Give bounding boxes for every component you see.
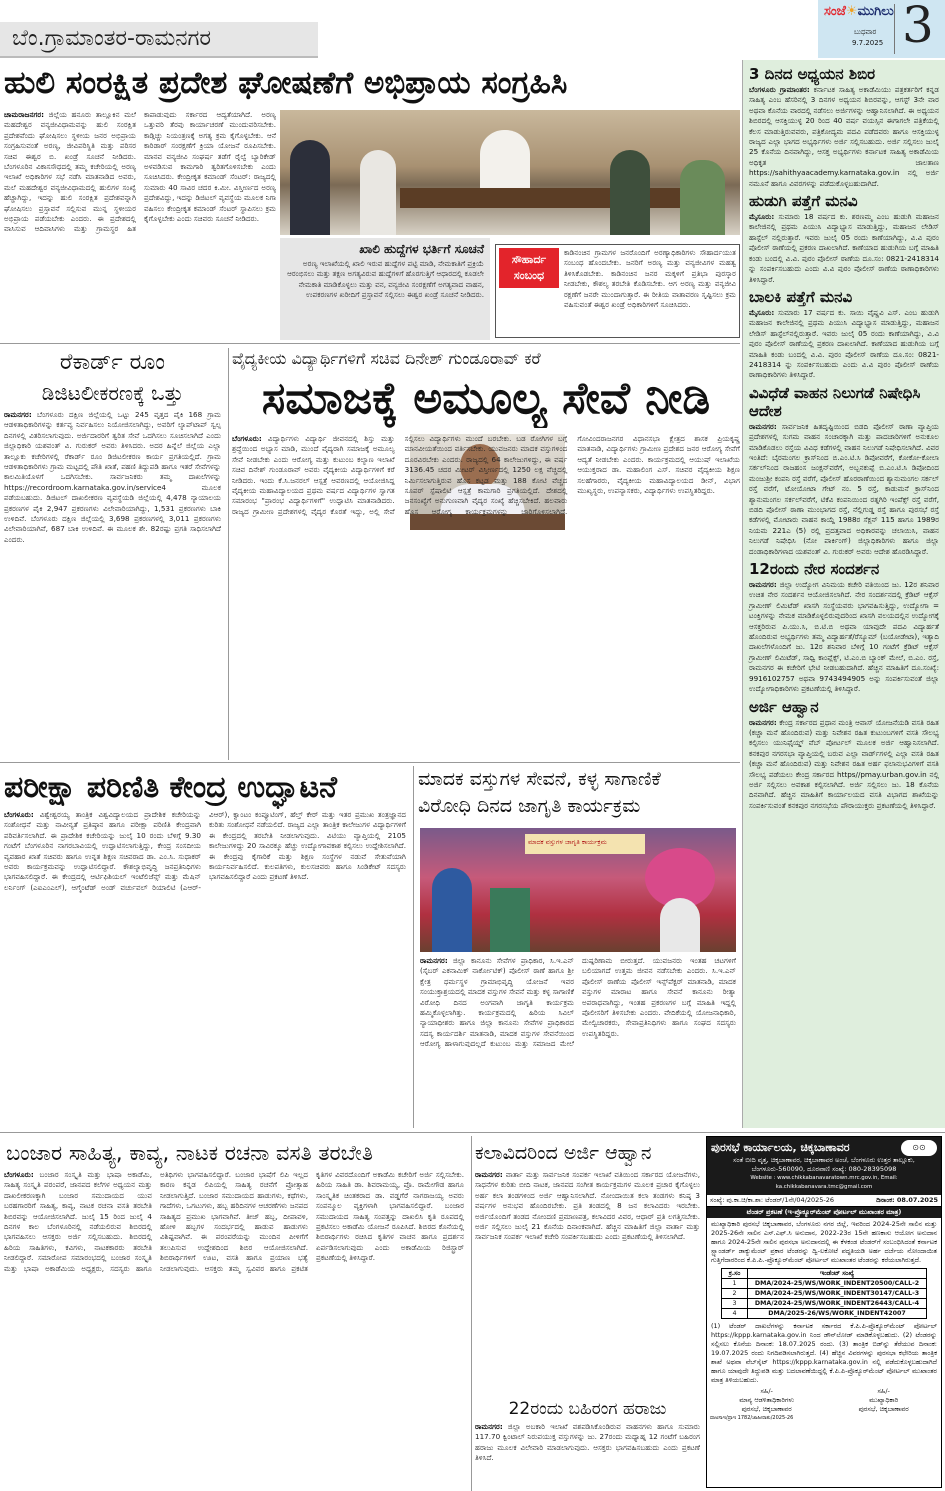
dateline: ಬೆಂಗಳೂರು: [4,1170,34,1179]
dateline: ರಾಮನಗರ: [749,421,777,431]
lead-body [4,110,276,340]
section-tag [0,22,318,58]
record-body [0,408,225,756]
article-text: ವಾರ್ತಾ ಮತ್ತು ಸಾರ್ವಜನಿಕ ಸಂಪರ್ಕ ಇಲಾಖೆ ವತಿಯಿಂದ ಸರ್ಕಾರದ ಯೋಜನೆಗಳು, ಸಾಧನೆಗಳ ಕುರಿತು ಬೀದಿ ನಾಟಕ, ಜಾನಪದ ಸಂಗೀತ ಕಾರ್ಯಕ್ರಮಗಳ ಮೂಲಕ ಪ್ರಚಾರ ಕೈಗೊಳ್ಳಲು ಅರ್ಹ ಕಲಾ ತಂಡಗಳಿಂದ ಅರ್ಜಿ ಆಹ್ವಾನಿಸಲಾಗಿದೆ. ನೋಂದಾಯಿತ ಕಲಾ ತಂಡಗಳು ಕನಿಷ್ಠ 3 ವರ್ಷಗಳ ಅನುಭವ ಹೊಂದಿರಬೇಕು. ಪ್ರತಿ ತಂಡದಲ್ಲಿ 8 ಜನ ಕಲಾವಿದರು ಇರಬೇಕು. ಅರ್ಜಿಯೊಂದಿಗೆ ತಂಡದ ನೋಂದಣಿ ಪ್ರಮಾಣಪತ್ರ, ಕಲಾವಿದರ ವಿವರ, ಆಧಾರ್ ಪ್ರತಿ ಲಗತ್ತಿಸಬೇಕು. ಅರ್ಜಿ ಸಲ್ಲಿಸಲು ಜುಲೈ 21 ಕೊನೆಯ ದಿನಾಂಕವಾಗಿದೆ. ಹೆಚ್ಚಿನ ಮಾಹಿತಿಗೆ ಜಿಲ್ಲಾ ವಾರ್ತಾ ಮತ್ತು ಸಾರ್ವಜನಿಕ ಸಂಪರ್ಕ ಇಲಾಖೆ ಕಚೇರಿ ಸಂಪರ್ಕಿಸಬಹುದು ಎಂದು ಪ್ರಕಟಣೆಯಲ್ಲಿ ತಿಳಿಸಲಾಗಿದೆ. [475,1170,700,1242]
dateline: ಮೈಸೂರು: [749,307,775,317]
dateline: ಚಾಮರಾಜನಗರ: [4,110,45,119]
logo-mugilu: ಮುಗಿಲು [857,4,894,19]
issue-date: 9.7.2025 [852,39,884,47]
brief-item [749,288,939,381]
brief-text: ಸಾರ್ವಜನಿಕ ಹಿತದೃಷ್ಟಿಯಿಂದ ಬಿಡದಿ ಪೊಲೀಸ್ ಠಾಣಾ ವ್ಯಾಪ್ತಿಯ ಪ್ರದೇಶಗಳಲ್ಲಿ ಸುಗಮ ವಾಹನ ಸಂಚಾರಕ್ಕಾಗಿ ಮತ್ತು ಪಾದಚಾರಿಗಳಿಗೆ ಅನುಕೂಲ ಮಾಡಿಕೊಡಲು ರಸ್ತೆಯ ವಿವಿಧ ಕಡೆಗಳಲ್ಲಿ ವಾಹನ ನಿಲುಗಡೆ ನಿಷೇಧಿಸಲಾಗಿದೆ. ವಿವರ ಇಂತಿದೆ: ಬೈರಮಂಗಲ ಕ್ರಾಸ್‌ನಿಂದ ಬಿ.ಎಂ.ಟಿ.ಸಿ ಡಿಪೋವರೆಗೆ, ಕೋಕೋ-ಕೋಲಾ ಸರ್ಕಲ್‌ನಿಂದ ರಾಜಹಂಸ ಜಂಕ್ಷನ್‌ವರೆಗೆ, ಅಬ್ಬನಕುಪ್ಪೆ ಬಿ.ಎಂ.ಟಿ.ಸಿ ಡಿಪೋದಿಂದ ಮಂಜುಶ್ರೀ ಕಂಪನಿ ರಸ್ತೆ ವರೆಗೆ, ಪೊಲೀಸ್ ಹೊರಠಾಣೆಯಿಂದ ಶ್ಯಾನುಮಂಗಲ ಸರ್ಕಲ್ ರಸ್ತೆ ವರೆಗೆ, ಟೋಯೋಟಾ ಗೇಟ್ ನಂ. 5 ರಸ್ತೆ, ಕಾಡುಮನೆ ಕ್ರಾಸ್‌ನಿಂದ ಶ್ಯಾನುಮಂಗಲ ಸರ್ಕಲ್‌ವರೆಗೆ, ಟಿಕೆವಿ ಕಂಪನಿಯಿಂದ ರತ್ನಗಿರಿ ಇಂಪೆಕ್ಸ್ ರಸ್ತೆ ವರೆಗೆ, ಬಿಡದಿ ಪೊಲೀಸ್ ಠಾಣಾ ಮುಂಭಾಗದ ರಸ್ತೆ, ನೆಲ್ಲಿಗುಡ್ಡ ರಸ್ತೆ ಹಾಗೂ ಪುರಸಭೆ ರಸ್ತೆ ಕಡೆಗಳಲ್ಲಿ ಮೋಟಾರು ವಾಹನ ಕಾಯ್ದೆ 1988ರ ಸೆಕ್ಷನ್ 115 ಹಾಗೂ 1989ರ ನಿಯಮ 221ಎ (5) ರಲ್ಲಿ ಪ್ರದತ್ತವಾದ ಅಧಿಕಾರವನ್ನು ಚಲಾಯಿಸಿ, ವಾಹನ ನಿಲುಗಡೆ ನಿಷೇಧಿಸಿ (ನೋ ಪಾರ್ಕಿಂಗ್) ಜಿಲ್ಲಾಧಿಕಾರಿಗಳು ಹಾಗೂ ಜಿಲ್ಲಾ ದಂಡಾಧಿಕಾರಿಗಳಾದ ಯಶವಂತ್ ವಿ. ಗುರುಕರ್ ಅವರು ಆದೇಶ ಹೊರಡಿಸಿದ್ದಾರೆ. [749,421,939,556]
dateline: ಮೈಸೂರು: [749,212,775,222]
event-photo [420,828,736,952]
medical-kicker: ವೈದ್ಯಕೀಯ ವಿದ್ಯಾರ್ಥಿಗಳಿಗೆ ಸಚಿವ ದಿನೇಶ್ ಗುಂಡೂರಾವ್ ಕರೆ [232,349,541,368]
harmony-label: ಸೌಹಾರ್ದ ಸಂಬಂಧ [499,248,559,288]
banjara-body [0,1170,468,1488]
page-number: 3 [902,0,934,54]
exam-article [0,766,410,1128]
issue-day: ಬುಧವಾರ [854,28,877,36]
ad-date: ದಿನಾಂಕ: 08.07.2025 [876,1196,938,1204]
table-header: ಕ್ರ.ಸಂ [722,1269,748,1279]
dateline: ರಾಮನಗರ: [4,410,32,419]
indent-table [721,1268,927,1319]
table-row: 4 DMA/2025-26/WS/WORK_INDENT42007 [722,1309,927,1319]
brief-title: ಅರ್ಜಿ ಆಹ್ವಾನ [749,697,819,716]
record-headline-1: ರೆಕಾರ್ಡ್ ರೂಂ [59,350,166,375]
auction-headline: 22ರಂದು ಬಹಿರಂಗ ಹರಾಜು [508,1399,667,1419]
event-banner: ಮಾದಕ ವಸ್ತುಗಳ ಜಾಗೃತಿ ಕಾರ್ಯಕ್ರಮ [525,834,645,854]
artists-headline: ಕಲಾವಿದರಿಂದ ಅರ್ಜಿ ಆಹ್ವಾನ [475,1142,652,1164]
medical-headline: ಸಮಾಜಕ್ಕೆ ಅಮೂಲ್ಯ ಸೇವೆ ನೀಡಿ [261,373,711,424]
municipal-emblem-icon: ⊙⊙ [901,1140,937,1156]
medical-article [232,348,740,760]
brief-title: 3 ದಿನದ ಅಧ್ಯಯನ ಶಿಬಿರ [749,65,876,83]
drugs-headline-2: ವಿರೋಧಿ ದಿನದ ಜಾಗೃತಿ ಕಾರ್ಯಕ್ರಮ [418,795,641,817]
news-brief-sidebar [742,60,945,1128]
artists-article [475,1136,700,1396]
auction-article [475,1396,700,1491]
auction-body [475,1422,700,1488]
record-room-article [0,348,225,760]
brief-title: ವಿವಿಧೆಡೆ ವಾಹನ ನಿಲುಗಡೆ ನಿಷೇಧಿಸಿ ಆದೇಶ [749,383,921,420]
section-title: ಬೆಂ.ಗ್ರಾಮಾಂತರ-ರಾಮನಗರ [12,26,212,51]
article-text: ಬಂಜಾರ ಸಂಸ್ಕೃತಿ ಮತ್ತು ಭಾಷಾ ಅಕಾಡೆಮಿ, ಸಾಹಿತ್ಯ ಸಂಸ್ಕೃತಿ ಪರಂಪರೆ, ಜಾನಪದ ಕಲೆಗಳ ಅಧ್ಯಯನ ಮತ್ತು ದಾಖಲೀಕರಣಕ್ಕಾಗಿ ಬಂಜಾರ ಸಮುದಾಯದ ಯುವ ಬರಹಗಾರರಿಗೆ ಸಾಹಿತ್ಯ, ಕಾವ್ಯ, ನಾಟಕ ರಚನಾ ವಸತಿ ತರಬೇತಿ ಶಿಬಿರವನ್ನು ಆಯೋಜಿಸಲಾಗಿದೆ. ಜುಲೈ 15 ರಿಂದ ಜುಲೈ 4 ದಿನಗಳ ಕಾಲ ಬೆಂಗಳೂರಿನಲ್ಲಿ ನಡೆಯಲಿರುವ ಶಿಬಿರದಲ್ಲಿ ಭಾಗವಹಿಸಲು ಆಸಕ್ತರು ಅರ್ಜಿ ಸಲ್ಲಿಸಬಹುದು. ಶಿಬಿರದಲ್ಲಿ ಹಿರಿಯ ಸಾಹಿತಿಗಳು, ಕವಿಗಳು, ನಾಟಕಕಾರರು ತರಬೇತಿ ನೀಡಲಿದ್ದಾರೆ. ಸಮಾರೋಪ ಸಮಾರಂಭದಲ್ಲಿ ಬಂಜಾರ ಸಂಸ್ಕೃತಿ ಮತ್ತು ಭಾಷಾ ಅಕಾಡೆಮಿಯ ಅಧ್ಯಕ್ಷರು, ಸದಸ್ಯರು ಹಾಗೂ ಅತಿಥಿಗಳು ಭಾಗವಹಿಸಲಿದ್ದಾರೆ. ಬಂಜಾರ ಭಾಷೆಗೆ ಲಿಪಿ ಇಲ್ಲದ ಕಾರಣ ಕನ್ನಡ ಲಿಪಿಯಲ್ಲಿ ಸಾಹಿತ್ಯ ರಚನೆಗೆ ಪ್ರೋತ್ಸಾಹ ನೀಡಲಾಗುತ್ತಿದೆ. ಬಂಜಾರ ಸಮುದಾಯದ ಹಾಡುಗಳು, ಕಥೆಗಳು, ಗಾದೆಗಳು, ಒಗಟುಗಳು, ಹಬ್ಬ ಹರಿದಿನಗಳ ಆಚರಣೆಗಳು ಜನಪದ ಸಾಹಿತ್ಯದ ಪ್ರಮುಖ ಭಾಗವಾಗಿವೆ. ತೀಜ್ ಹಬ್ಬ, ದೀಪಾವಳಿ, ಹೋಳಿ ಹಬ್ಬಗಳ ಸಂದರ್ಭದಲ್ಲಿ ಹಾಡುವ ಹಾಡುಗಳು ವಿಶಿಷ್ಟವಾಗಿವೆ. ಈ ಪರಂಪರೆಯನ್ನು ಮುಂದಿನ ಪೀಳಿಗೆಗೆ ತಲುಪಿಸುವ ಉದ್ದೇಶದಿಂದ ಶಿಬಿರ ಆಯೋಜಿಸಲಾಗಿದೆ. ಶಿಬಿರಾರ್ಥಿಗಳಿಗೆ ಊಟ, ವಸತಿ ಹಾಗೂ ಪ್ರಯಾಣ ಭತ್ಯೆ ನೀಡಲಾಗುವುದು. ಆಸಕ್ತರು ತಮ್ಮ ಸ್ವವಿವರ ಹಾಗೂ ಪ್ರಕಟಿತ ಕೃತಿಗಳ ವಿವರದೊಂದಿಗೆ ಅಕಾಡೆಮಿ ಕಚೇರಿಗೆ ಅರ್ಜಿ ಸಲ್ಲಿಸಬೇಕು. ಹಿರಿಯ ಸಾಹಿತಿ ಡಾ. ಶಿವರಾಮಯ್ಯ, ಪ್ರೊ. ರಾಮೇಗೌಡ ಹಾಗೂ ಸಾಂಸ್ಕೃತಿಕ ಚಿಂತಕರಾದ ಡಾ. ವಡ್ಡಗೆರೆ ನಾಗರಾಜಯ್ಯ ಅವರು ಸಂಪನ್ಮೂಲ ವ್ಯಕ್ತಿಗಳಾಗಿ ಭಾಗವಹಿಸಲಿದ್ದಾರೆ. ಬಂಜಾರ ಸಮುದಾಯದ ಸಾಹಿತ್ಯ ಸಂಪತ್ತನ್ನು ದಾಖಲಿಸಿ ಕೃತಿ ರೂಪದಲ್ಲಿ ಪ್ರಕಟಿಸಲು ಅಕಾಡೆಮಿ ಯೋಜನೆ ರೂಪಿಸಿದೆ. ಶಿಬಿರದ ಕೊನೆಯಲ್ಲಿ ಶಿಬಿರಾರ್ಥಿಗಳು ರಚಿಸಿದ ಕೃತಿಗಳ ವಾಚನ ಹಾಗೂ ಪ್ರದರ್ಶನ ಏರ್ಪಡಿಸಲಾಗುವುದು ಎಂದು ಅಕಾಡೆಮಿಯ ರಿಜಿಸ್ಟ್ರಾರ್ ಪ್ರಕಟಣೆಯಲ್ಲಿ ತಿಳಿಸಿದ್ದಾರೆ. [4,1170,464,1273]
drugs-headline-1: ಮಾದಕ ವಸ್ತುಗಳ ಸೇವನೆ, ಕಳ್ಳ ಸಾಗಾಣಿಕೆ [418,768,661,790]
banjara-article [0,1136,468,1491]
ad-ref: ಸಂಖ್ಯೆ: ಪು.ಕಾ.ಚಿ/ಕಾ.ಶಾ: ಟೆಂಡರ್/1ನೇ/04/2025-26 [710,1196,835,1204]
article-text: ವಿಶ್ವೇಶ್ವರಯ್ಯ ತಾಂತ್ರಿಕ ವಿಶ್ವವಿದ್ಯಾಲಯದ ಪ್ರಾದೇಶಿಕ ಕಚೇರಿಯನ್ನು ಸಂಶೋಧನೆ ಮತ್ತು ನಾವೀನ್ಯತೆ ಪ್ರತಿಷ್ಠಾನ ಹಾಗೂ ಪರೀಕ್ಷಾ ಪರಿಣಿತಿ ಕೇಂದ್ರವಾಗಿ ಪರಿವರ್ತಿಸಲಾಗಿದೆ. ಈ ಪ್ರಾದೇಶಿಕ ಕಚೇರಿಯನ್ನು ಜುಲೈ 10 ರಂದು ಬೆಳಿಗ್ಗೆ 9.30 ಗಂಟೆಗೆ ಬೆಂಗಳೂರಿನ ನಾಗರಬಾವಿಯಲ್ಲಿ ಉದ್ಘಾಟಿಸಲಾಗುತ್ತಿದ್ದು, ಕೇಂದ್ರ ಸಂಸದೀಯ ವ್ಯವಹಾರ ಖಾತೆ ಸಚಿವರು ಹಾಗೂ ಉನ್ನತ ಶಿಕ್ಷಣ ಸಚಿವರಾದ ಡಾ. ಎಂ.ಸಿ. ಸುಧಾಕರ್ ಅವರು ಕಾರ್ಯಕ್ರಮವನ್ನು ಉದ್ಘಾಟಿಸಲಿದ್ದಾರೆ. ಕೌಶಲ್ಯಾಭಿವೃದ್ಧಿ ಜನಪ್ರತಿನಿಧಿಗಳು ಭಾಗವಹಿಸಲಿದ್ದಾರೆ. ಈ ಕೇಂದ್ರದಲ್ಲಿ ಆರ್ಟಿಫಿಶಿಯಲ್ ಇಂಟೆಲಿಜೆನ್ಸ್ ಮತ್ತು ಮೆಷಿನ್ ಲರ್ನಿಂಗ್ (ಎಐಎಂಎಲ್), ಆಗ್ಮೆಂಟೆಡ್ ಅಂಡ್ ವರ್ಚುವಲ್ ರಿಯಾಲಿಟಿ (ಎಆರ್-ವಿಆರ್), ಕ್ವಾಂಟಂ ಕಂಪ್ಯೂಟಿಂಗ್, ಹೆಲ್ತ್ ಕೇರ್ ಮತ್ತು ಇತರ ಪ್ರಮುಖ ತಂತ್ರಜ್ಞಾನದ ಕುರಿತು ಸಂಶೋಧನೆ ನಡೆಯಲಿದೆ. ರಾಜ್ಯದ ಎಲ್ಲಾ ತಾಂತ್ರಿಕ ಕಾಲೇಜುಗಳ ವಿದ್ಯಾರ್ಥಿಗಳಿಗೆ ಈ ಕೇಂದ್ರದಲ್ಲಿ ತರಬೇತಿ ನೀಡಲಾಗುವುದು. ವಿಟಿಯು ವ್ಯಾಪ್ತಿಯಲ್ಲಿ 2105 ಕಾಲೇಜುಗಳಿದ್ದು 20 ಸಾವಿರಕ್ಕೂ ಹೆಚ್ಚು ಉದ್ಯೋಗಾವಕಾಶ ಕಲ್ಪಿಸಲು ಉದ್ದೇಶಿಸಲಾಗಿದೆ. ಈ ಕೇಂದ್ರವು ಕೈಗಾರಿಕೆ ಮತ್ತು ಶಿಕ್ಷಣ ಸಂಸ್ಥೆಗಳ ನಡುವೆ ಸೇತುವೆಯಾಗಿ ಕಾರ್ಯನಿರ್ವಹಿಸಲಿದೆ. ಕುಲಪತಿಗಳು, ಕುಲಸಚಿವರು ಹಾಗೂ ಸಿಂಡಿಕೇಟ್ ಸದಸ್ಯರು ಭಾಗವಹಿಸಲಿದ್ದಾರೆ ಎಂದು ಪ್ರಕಟಣೆ ತಿಳಿಸಿದೆ. [4,810,406,892]
dateline: ಬೆಂಗಳೂರು ಗ್ರಾಮಾಂತರ: [749,85,810,94]
record-headline-2: ಡಿಜಿಟಲೀಕರಣಕ್ಕೆ ಒತ್ತು [41,381,184,405]
table-row: 1 DMA/2024-25/WS/WORK_INDENT20500/CALL-2 [722,1279,927,1289]
dateline: ರಾಮನಗರ: [475,1170,503,1179]
ad-terms: (1) ಟೆಂಡರ್ ದಾಖಲೆಗಳನ್ನು ಕರ್ನಾಟಕ ಸರ್ಕಾರದ ಕೆ.ಪಿ.ಪಿ-ಪ್ರೊಕ್ಯೂರ್‌ಮೆಂಟ್ ಪೋರ್ಟಲ್ https://kppp.karnataka.gov.in ನಿಂದ ಡೌನ್‌ಲೋಡ್ ಮಾಡಿಕೊಳ್ಳಬಹುದು. (2) ಟೆಂಡರನ್ನು ಸಲ್ಲಿಸಲು ಕೊನೆಯ ದಿನಾಂಕ: 18.07.2025 ರಂದು. (3) ತಾಂತ್ರಿಕ ಬಿಡ್‌ನ್ನು ತೆರೆಯುವ ದಿನಾಂಕ: 19.07.2025 ರಂದು ನಿಗದಿಪಡಿಸಲಾಗಿರುತ್ತದೆ. (4) ಹೆಚ್ಚಿನ ವಿವರಗಳನ್ನು ಪುರಸಭಾ ಕಛೇರಿಯ ತಾಂತ್ರಿಕ ಶಾಖೆ ಅಥವಾ ವೆಬ್‌ಸೈಟ್ https://kppp.karnataka.gov.in ನಲ್ಲಿ ಪಡೆದುಕೊಳ್ಳಬಹುದಾಗಿದೆ ಹಾಗೂ ಯಾವುದೇ ತಿದ್ದುಪಡಿ ಮತ್ತು ಬದಲಾವಣೆಯಿದ್ದಲ್ಲಿ ಕೆ.ಪಿ.ಪಿ-ಪ್ರೊಕ್ಯೂರ್‌ಮೆಂಟ್ ಪೋರ್ಟಲ್ ಮುಖಾಂತರ ಮಾತ್ರ ತಿಳಿಯಬಹುದು. [711,1322,937,1384]
artists-body [475,1170,700,1394]
brief-text: ಜಿಲ್ಲಾ ಉದ್ಯೋಗ ವಿನಿಮಯ ಕಚೇರಿ ವತಿಯಿಂದ ಜು. 12ರ ಶನಿವಾರ ಉಚಿತ ನೇರ ಸಂದರ್ಶನ ಆಯೋಜಿಸಲಾಗಿದೆ. ನೇರ ಸಂದರ್ಶನದಲ್ಲಿ ಕ್ರೆಡಿಟ್ ಆಕ್ಸೆಸ್ ಗ್ರಾಮೀಣ್ ಲಿಮಿಟೆಡ್ ಖಾಸಗಿ ಸಂಸ್ಥೆಯವರು ಭಾಗವಹಿಸುತ್ತಿದ್ದು, ಉದ್ಯೋಗಾ = ಟಂಕ್ತಿಗಳನ್ನು ನೇಮಕ ಮಾಡಿಕೊಳ್ಳಲಿರುವುದರಿಂದ ಖಾಸಗಿ ವಲಯದಲ್ಲಿನ ಉದ್ಯೋಗಕ್ಕೆ ಆಸಕ್ತರಿರುವ ಪಿ.ಯು.ಸಿ, ಬಿ.ಟಿ.ಬಿ ಅಥವಾ ಯಾವುದೇ ಪದವಿ ವಿದ್ಯಾರ್ಹತೆ ಹೊಂದಿರುವ ಅಭ್ಯರ್ಥಿಗಳು ತಮ್ಮ ವಿದ್ಯಾರ್ಹತೆ/ರೆಸ್ಯೂಮ್ (ಬಯೋಡೇಟಾ), ಇತ್ಯಾದಿ ದಾಖಲೆಗಳೊಂದಿಗೆ ಜು. 12ರ ಶನಿವಾರ ಬೆಳಿಗ್ಗೆ 10 ಗಂಟೆಗೆ ಕ್ರೆಡಿಟ್ ಆಕ್ಸೆಸ್ ಗ್ರಾಮೀಣ್ ಲಿಮಿಟೆಡ್, ಸಾಧ್ವಿ ಕಾಂಪ್ಲೆಕ್ಸ್, ಟಿ.ಎಂ.ಬಿ ಬ್ಯಾಂಕ್ ಮೇಲೆ, ಬಿ.ಎಂ. ರಸ್ತೆ, ರಾಮನಗರ ಈ ಕಚೇರಿಗೆ ಭೇಟಿ ನೀಡಬಹುದಾಗಿದೆ. ಹೆಚ್ಚಿನ ಮಾಹಿತಿಗೆ ದೂ.ಸಂಖ್ಯೆ: 9916102757 ಅಥವಾ 9743494905 ಅನ್ನು ಸಂಪರ್ಕಿಸುವಂತೆ ಜಿಲ್ಲಾ ಉದ್ಯೋಗಾಧಿಕಾರಿಗಳು ಪ್ರಕಟಣೆಯಲ್ಲಿ ತಿಳಿಸಿದ್ದಾರೆ. [749,580,939,694]
ad-footer: ವಾಅಸಾಇ/ಪ್ರಾಇ 1782/ಜಾಹೀರಾತು/2025-26 [710,1415,794,1421]
brief-title: ಬಾಲಕಿ ಪತ್ತೆಗೆ ಮನವಿ [749,287,853,306]
dateline: ರಾಮನಗರ: [749,580,777,590]
tender-advertisement [706,1136,942,1488]
ad-notice-title: ಟೆಂಡರ್ ಪ್ರಕಟಣೆ (ಇ-ಪ್ರೊಕ್ಯೂರ್‌ಮೆಂಟ್ ಪೋರ್ಟಲ್ ಮುಖಾಂತರ ಮಾತ್ರ) [707,1207,941,1218]
table-row: 3 DMA/2024-25/WS/WORK_INDENT26443/CALL-4 [722,1299,927,1309]
article-text: ಜಿಲ್ಲೆಯ ಹನೂರು ತಾಲ್ಲೂಕಿನ ಮಲೆ ಮಹದೇಶ್ವರ ವನ್ಯಜೀವಿಧಾಮವನ್ನು ಹುಲಿ ಸಂರಕ್ಷಿತ ಪ್ರದೇಶವೆಂದು ಘೋಷಿಸಲು ಸ್ಥಳೀಯ ಜನರ ಅಭಿಪ್ರಾಯ ಸಂಗ್ರಹಿಸುವಂತೆ ಅರಣ್ಯ, ಜೀವಿಪರಿಸ್ಥಿತಿ ಮತ್ತು ಪರಿಸರ ಸಚಿವ ಈಶ್ವರ ಬಿ. ಖಂಡ್ರೆ ಸೂಚನೆ ನೀಡಿದರು. ಬೆಂಗಳೂರಿನ ವಿಕಾಸಸೌಧದಲ್ಲಿ ತಮ್ಮ ಕಚೇರಿಯಲ್ಲಿ ಅರಣ್ಯ ಇಲಾಖೆ ಅಧಿಕಾರಿಗಳ ಸಭೆ ನಡೆಸಿ ಮಾತನಾಡಿದ ಅವರು, ಮಲೆ ಮಹದೇಶ್ವರ ವನ್ಯಜೀವಿಧಾಮದಲ್ಲಿ ಹುಲಿಗಳ ಸಂಖ್ಯೆ ಹೆಚ್ಚಾಗಿದ್ದು, ಇದನ್ನು ಹುಲಿ ಸಂರಕ್ಷಿತ ಪ್ರದೇಶವನ್ನಾಗಿ ಘೋಷಿಸಲು ಪ್ರಸ್ತಾವನೆ ಸಲ್ಲಿಸುವ ಮುನ್ನ ಸ್ಥಳೀಯರ ಅಭಿಪ್ರಾಯ ಪಡೆಯಬೇಕು ಎಂದರು. ಈ ಪ್ರದೇಶದಲ್ಲಿ ವಾಸಿಸುವ ಆದಿವಾಸಿಗಳು ಮತ್ತು ಗ್ರಾಮಸ್ಥರ ಹಿತ ಕಾಪಾಡುವುದು ಸರ್ಕಾರದ ಆದ್ಯತೆಯಾಗಿದೆ. ಅರಣ್ಯ ಒತ್ತುವರಿ ತೆರವು ಕಾರ್ಯಾಚರಣೆ ಮುಂದುವರಿಸಬೇಕು. ಕಾಡ್ಗಿಚ್ಚು ನಿಯಂತ್ರಣಕ್ಕೆ ಅಗತ್ಯ ಕ್ರಮ ಕೈಗೊಳ್ಳಬೇಕು. ಆನೆ ಕಾರಿಡಾರ್ ಸಂರಕ್ಷಣೆಗೆ ಕ್ರಿಯಾ ಯೋಜನೆ ರೂಪಿಸಬೇಕು. ಮಾನವ ವನ್ಯಜೀವಿ ಸಂಘರ್ಷ ತಡೆಗೆ ರೈಲ್ವೆ ಬ್ಯಾರಿಕೇಡ್ ಅಳವಡಿಸುವ ಕಾಮಗಾರಿ ತ್ವರಿತಗೊಳಿಸಬೇಕು ಎಂದು ಸೂಚಿಸಿದರು. ಕೇಂದ್ರೀಕೃತ ಕಮಾಂಡ್ ಸೆಂಟರ್: ರಾಜ್ಯದಲ್ಲಿ ಸುಮಾರು 40 ಸಾವಿರ ಚದರ ಕಿ.ಮೀ. ವಿಸ್ತೀರ್ಣದ ಅರಣ್ಯ ಪ್ರದೇಶವಿದ್ದು, ಇದನ್ನು ಡಿಜಿಟಲ್ ವ್ಯವಸ್ಥೆಯ ಮೂಲಕ ನಿಗಾ ವಹಿಸಲು ಕೇಂದ್ರೀಕೃತ ಕಮಾಂಡ್ ಸೆಂಟರ್ ಸ್ಥಾಪಿಸಲು ಕ್ರಮ ಕೈಗೊಳ್ಳಬೇಕು ಎಂದು ಸಚಿವರು ಸೂಚನೆ ನೀಡಿದರು. [4,110,276,234]
harmony-box [495,244,740,338]
vacancy-body: ಅರಣ್ಯ ಇಲಾಖೆಯಲ್ಲಿ ಖಾಲಿ ಇರುವ ಹುದ್ದೆಗಳ ಪಟ್ಟಿ ಮಾಡಿ, ನೇಮಕಾತಿಗೆ ಪ್ರಕ್ರಿಯೆ ಆರಂಭಿಸಲು ಮತ್ತು ತಕ್ಷಣ ಅಗತ್ಯವಿರುವ ಹುದ್ದೆಗಳಿಗೆ ಹೊರಗುತ್ತಿಗೆ ಆಧಾರದಲ್ಲಿ ಕೂಡಲೇ ನೇಮಕಾತಿ ಮಾಡಿಕೊಳ್ಳಲು ಮತ್ತು ವನ, ವನ್ಯಜೀವಿ ಸಂರಕ್ಷಣೆಗೆ ಅಗತ್ಯವಾದ ವಾಹನ, ಉಪಕರಣಗಳ ಖರೀದಿಗೆ ಪ್ರಸ್ತಾವನೆ ಸಲ್ಲಿಸಲು ಈಶ್ವರ ಖಂಡ್ರೆ ಸೂಚನೆ ನೀಡಿದರು. [287,259,484,300]
brief-item [749,560,939,694]
brief-item [749,384,939,557]
signature-left: ಸಹಿ/- ಮಾನ್ಯ ಆಡಳಿತಾಧಿಕಾರಿಗಳು ಪುರಸಭೆ, ಚಿಕ್ಕಬಾಣಾವರ [739,1387,795,1413]
brief-text: ಸುಮಾರು 17 ವರ್ಷದ ಕು. ಸಾಯಿ ವೈಷ್ಣವಿ ಎಸ್. ಎಂಬ ಹುಡುಗಿ ಮಹಾಜನ ಕಾಲೇಜಿನಲ್ಲಿ ಪ್ರಥಮ ಪಿಯುಸಿ ವಿದ್ಯಾಭ್ಯಾಸ ಮಾಡುತ್ತಿದ್ದು, ಮಹಾಜನ ಲೇಡಿಸ್ ಹಾಸ್ಟೆಲ್‌ನಲ್ಲಿರುತ್ತಾರೆ. ಇವರು ಜುಲೈ 05 ರಂದು ಕಾಣೆಯಾಗಿದ್ದು, ವಿ.ವಿ ಪುರಂ ಪೊಲೀಸ್ ಠಾಣೆಯಲ್ಲಿ ಪ್ರಕರಣ ದಾಖಲಾಗಿದೆ. ಕಾಣೆಯಾದ ಹುಡುಗಿಯ ಬಗ್ಗೆ ಮಾಹಿತಿ ಕಂಡು ಬಂದಲ್ಲಿ ವಿ.ವಿ. ಪುರಂ ಪೊಲೀಸ್ ಠಾಣೆಯ ದೂ.ಸಂ: 0821-2418314 ನ್ನು ಸಂಪರ್ಕಿಸಬಹುದು ಎಂದು ವಿ.ವಿ ಪುರಂ ಪೊಲೀಸ್ ಠಾಣೆಯ ಠಾಣಾಧಿಕಾರಿಗಳು ತಿಳಿಸಿದ್ದಾರೆ. [749,307,939,380]
ad-address: ಸಂತೆ ಬೀದಿ ವೃತ್ತ, ಚಿಕ್ಕಬಾಣಾವರ, ಚಿಕ್ಕಬಾಣಾವರ ಅಂಚೆ, ಬೆಂಗಳೂರು ಉತ್ತರ ತಾಲ್ಲೂಕು, ಬೆಂಗಳೂರು-560090, ದೂರವಾಣಿ ಸಂಖ್ಯೆ: 080-28395098 [733,1156,915,1173]
dateline: ರಾಮನಗರ: [749,717,777,727]
exam-headline: ಪರೀಕ್ಷಾ ಪರಿಣಿತಿ ಕೇಂದ್ರ ಉದ್ಘಾಟನೆ [4,770,337,805]
drugs-body [420,956,736,1126]
vacancy-box [280,238,490,340]
dateline: ಬೆಂಗಳೂರು: [4,810,34,819]
dateline: ರಾಮನಗರ: [475,1422,503,1431]
table-row: 2 DMA/2024-25/WS/WORK_INDENT30147/CALL-3 [722,1289,927,1299]
table-header: ಇಂಡೆಂಟ್ ಸಂಖ್ಯೆ [748,1269,927,1279]
lead-headline: ಹುಲಿ ಸಂರಕ್ಷಿತ ಪ್ರದೇಶ ಘೋಷಣೆಗೆ ಅಭಿಪ್ರಾಯ ಸಂಗ್ರಹಿಸಿ [4,65,568,101]
dateline: ಬೆಂಗಳೂರು: [232,434,262,443]
brief-text: ಕೇಂದ್ರ ಸರ್ಕಾರದ ಪ್ರಧಾನ ಮಂತ್ರಿ ಆವಾಸ್ ಯೋಜನೆಯಡಿ ವಸತಿ ರಹಿತ (ಕಚ್ಚಾ ಮನೆ ಹೊಂದಿರುವ) ಮತ್ತು ನಿವೇಶನ ರಹಿತ ಕುಟುಂಬಗಳಿಗೆ ವಸತಿ ಸೌಲಭ್ಯ ಕಲ್ಪಿಸಲು ಯುನಿಫೈಯ್ಡ್ ವೆಬ್ ಪೋರ್ಟಲ್ ಮೂಲಕ ಅರ್ಜಿ ಆಹ್ವಾನಿಸಲಾಗಿದೆ. ಕನಕಪುರ ನಗರಸಭಾ ವ್ಯಾಪ್ತಿಯಲ್ಲಿ ಬರುವ ಎಲ್ಲಾ ವಾರ್ಡ್‌ಗಳಲ್ಲಿ ಎಲ್ಲಾ ವಸತಿ ರಹಿತ (ಕಚ್ಚಾ ಮನೆ ಹೊಂದಿರುವ) ಮತ್ತು ನಿವೇಶನ ರಹಿತ ಅರ್ಹ ಫಲಾನುಭವಿಗಳಿಗೆ ವಸತಿ ಸೌಲಭ್ಯ ಪಡೆಯಲು ಕೇಂದ್ರ ಸರ್ಕಾರದ https//pmay.urban.gov.in ನಲ್ಲಿ ಅರ್ಜಿ ಸಲ್ಲಿಸಲು ಅವಕಾಶ ಕಲ್ಪಿಸಲಾಗಿದೆ. ಅರ್ಜಿ ಸಲ್ಲಿಸಲು ಜು. 18 ಕೊನೆಯ ದಿನವಾಗಿದೆ. ಹೆಚ್ಚಿನ ಮಾಹಿತಿಗೆ ಕಾರ್ಯಾಲಯದ ವಸತಿ ವಿಭಾಗದ ಶಾಖೆಯನ್ನು ಸಂಪರ್ಕಿಸುವಂತೆ ಕನಕಪುರ ನಗರಸಭೆಯ ಪೌರಾಯುಕ್ತರು ಪ್ರಕಟಣೆಯಲ್ಲಿ ತಿಳಿಸಿದ್ದಾರೆ. [749,717,939,810]
brief-item [749,65,939,189]
drug-awareness-article [418,766,738,1128]
signature-right: ಸಹಿ/- ಮುಖ್ಯಾಧಿಕಾರಿ ಪುರಸಭೆ, ಚಿಕ್ಕಬಾಣಾವರ [858,1387,909,1413]
medical-body [232,434,740,758]
vacancy-title: ಖಾಲಿ ಹುದ್ದೆಗಳ ಭರ್ತಿಗೆ ಸೂಚನೆ [359,242,484,256]
masthead-logo [818,0,945,58]
article-text: ಬೆಂಗಳೂರು ದಕ್ಷಿಣ ಜಿಲ್ಲೆಯಲ್ಲಿ ಒಟ್ಟು 245 ವೃತ್ತದ ಪೈಕಿ 168 ಗ್ರಾಮ ಆಡಳಿತಾಧಿಕಾರಿಗಳನ್ನು ಕರ್ತವ್ಯ ನಿರ್ವಹಿಸಲು ನಿಯೋಜಿಸಲಾಗಿದ್ದು, ಅವರಿಗೆ ಲ್ಯಾಪ್‌ಟಾಪ್ ಸ್ವಲ್ಪ ದಿನಗಳಲ್ಲಿ ವಿತರಿಸಲಾಗುವುದು. ಅರ್ಜಿದಾರರಿಗೆ ತ್ವರಿತ ಸೇವೆ ಒದಗಿಸಲು ಸೂಚಿಸಲಾಗಿದೆ ಎಂದು ಜಿಲ್ಲಾಧಿಕಾರಿ ಯಶವಂತ್ ವಿ. ಗುರುಕರ್ ಅವರು ತಿಳಿಸಿದರು. ಅದರ ಹಿನ್ನೆಲೆ ಜಿಲ್ಲೆಯ ಎಲ್ಲಾ ತಾಲ್ಲೂಕು ಕಚೇರಿಗಳಲ್ಲಿ ರೆಕಾರ್ಡ್ ರೂಂ ಡಿಜಿಟಲೀಕರಣ ಕಾರ್ಯ ಪ್ರಗತಿಯಲ್ಲಿದೆ. ಗ್ರಾಮ ಆಡಳಿತಾಧಿಕಾರಿಗಳು ಗ್ರಾಮ ಮಟ್ಟದಲ್ಲಿ ಪೌತಿ ಖಾತೆ, ಪಹಣಿ ತಿದ್ದುಪಡಿ ಹಾಗೂ ಇತರೆ ಸೇವೆಗಳನ್ನು ಕಾಲಮಿತಿಯೊಳಗೆ ಒದಗಿಸಬೇಕು. ಸಾರ್ವಜನಿಕರು ತಮ್ಮ ದಾಖಲೆಗಳನ್ನು https://recordroom.karnataka.gov.in/service4 ಮೂಲಕ ಪಡೆಯಬಹುದು. ಡಿಜಿಟಲ್ ದಾಖಲೀಕರಣ ವ್ಯವಸ್ಥೆಯಡಿ ಜಿಲ್ಲೆಯಲ್ಲಿ 4,478 ನ್ಯಾಯಾಲಯ ಪ್ರಕರಣಗಳ ಪೈಕಿ 2,947 ಪ್ರಕರಣಗಳು ವಿಲೇವಾರಿಯಾಗಿದ್ದು, 1,531 ಪ್ರಕರಣಗಳು ಬಾಕಿ ಉಳಿದಿವೆ. ಬೆಂಗಳೂರು ದಕ್ಷಿಣ ಜಿಲ್ಲೆಯಲ್ಲಿ 3,698 ಪ್ರಕರಣಗಳಲ್ಲಿ 3,011 ಪ್ರಕರಣಗಳು ವಿಲೇವಾರಿಯಾಗಿವೆ, 687 ಬಾಕಿ ಉಳಿದಿವೆ. ಈ ಮೂಲಕ ಶೇ. 82ರಷ್ಟು ಪ್ರಗತಿ ಸಾಧಿಸಲಾಗಿದೆ ಎಂದರು. [4,410,221,544]
ad-intro: ಮುಖ್ಯಾಧಿಕಾರಿ ಪುರಸಭೆ ಚಿಕ್ಕಬಾಣಾವರ, ಬೆಂಗಳೂರು ನಗರ ಜಿಲ್ಲೆ, ಇವರಿಂದ 2024-25ನೇ ಸಾಲಿನ ಮತ್ತು 2025-26ನೇ ಸಾಲಿನ ಎಸ್.ಎಫ್.ಸಿ ಅನುದಾನ, 2022-23ರ 15ನೇ ಹಣಕಾಸು ಆಯೋಗ ಅನುದಾನ ಹಾಗೂ 2024-25ನೇ ಸಾಲಿನ ಪುರಸಭಾ ಅನುದಾನದಲ್ಲಿ ಈ ಕೆಳಕಂಡ ಟೆಂಡರ್‌ಗೆ ಸಂಬಂಧಿಸಿದಂತೆ ಕರ್ನಾಟಕ ಸ್ಟ್ಯಾಂಡರ್ಡ್ ಡಾಕ್ಯುಮೆಂಟ್ ಪ್ರಕಾರ ಟೆಂಡರನ್ನು ದ್ವಿ-ಲಕೋಟೆ ಪದ್ಧತಿಯಡಿ ಅರ್ಹ ದರ್ಜೆಯ ನೋಂದಾಯಿತ ಗುತ್ತಿಗೆದಾರರಿಂದ ಕೆ.ಪಿ.ಪಿ.-ಪ್ರೊಕ್ಯೂರ್‌ಮೆಂಟ್ ಪೋರ್ಟಲ್ ಮುಖಾಂತರ ಟೆಂಡರನ್ನು ಕರೆಯಲಾಗಿರುತ್ತದೆ. [711,1220,937,1264]
brief-title: 12ರಂದು ನೇರ ಸಂದರ್ಶನ [749,560,880,579]
brief-item [749,698,939,812]
harmony-body: ಕಾಡಿನಂಚಿನ ಗ್ರಾಮಗಳ ಜನರೊಂದಿಗೆ ಅರಣ್ಯಾಧಿಕಾರಿಗಳು ಸೌಹಾರ್ದಯುತ ಸಂಬಂಧ ಹೊಂದಬೇಕು. ಜನರಿಗೆ ಅರಣ್ಯ ಮತ್ತು ವನ್ಯಜೀವಿಗಳ ಮಹತ್ವ ತಿಳಿಸಿಕೊಡಬೇಕು. ಕಾಡಿನಂಚಿನ ಜನರ ಮಕ್ಕಳಿಗೆ ಪ್ರತಿಭಾ ಪುರಸ್ಕಾರ ನೀಡಬೇಕು, ಕೌಶಲ್ಯ ತರಬೇತಿ ಕೊಡಿಸಬೇಕು. ಆಗ ಅರಣ್ಯ ಮತ್ತು ವನ್ಯಜೀವಿ ರಕ್ಷಣೆಗೆ ಜನರೇ ಮುಂದಾಗುತ್ತಾರೆ. ಈ ರೀತಿಯ ವಾತಾವರಣ ಸೃಷ್ಟಿಸಲು ಕ್ರಮ ವಹಿಸುವಂತೆ ಈಶ್ವರ ಖಂಡ್ರೆ ಅಧಿಕಾರಿಗಳಿಗೆ ಸೂಚಿಸಿದರು. [564,248,736,310]
article-text: ಜಿಲ್ಲಾ ಅಬಕಾರಿ ಇಲಾಖೆ ವಶಪಡಿಸಿಕೊಂಡಿರುವ ವಾಹನಗಳು ಹಾಗೂ ಸುಮಾರು 117.70 ಕ್ವಿಂಟಾಲ್ ನಿರುಪಯುಕ್ತ ವಸ್ತುಗಳನ್ನು ಜು. 27ರಂದು ಮಧ್ಯಾಹ್ನ 12 ಗಂಟೆಗೆ ಬಹಿರಂಗ ಹರಾಜು ಮೂಲಕ ವಿಲೇವಾರಿ ಮಾಡಲಾಗುವುದು. ಆಸಕ್ತರು ಭಾಗವಹಿಸಬಹುದು ಎಂದು ಪ್ರಕಟಣೆ ತಿಳಿಸಿದೆ. [475,1422,700,1463]
article-text: ವಿದ್ಯಾರ್ಥಿಗಳು ವಿದ್ಯಾರ್ಥಿ ಜೀವನದಲ್ಲಿ ಶಿಸ್ತು ಮತ್ತು ಶ್ರದ್ಧೆಯಿಂದ ಅಭ್ಯಾಸ ಮಾಡಿ, ಮುಂದೆ ವೈದ್ಯರಾಗಿ ಸಮಾಜಕ್ಕೆ ಅಮೂಲ್ಯ ಸೇವೆ ನೀಡಬೇಕು ಎಂದು ಆರೋಗ್ಯ ಮತ್ತು ಕುಟುಂಬ ಕಲ್ಯಾಣ ಇಲಾಖೆ ಸಚಿವ ದಿನೇಶ್ ಗುಂಡೂರಾವ್ ಅವರು ವೈದ್ಯಕೀಯ ವಿದ್ಯಾರ್ಥಿಗಳಿಗೆ ಕರೆ ನೀಡಿದರು. ಇಂದು ಕೆ.ಸಿ.ಜನರಲ್ ಆಸ್ಪತ್ರೆ ಆವರಣದಲ್ಲಿ ಆಯೋಜಿಸಿದ್ದ ವೈದ್ಯಕೀಯ ಮಹಾವಿದ್ಯಾಲಯದ ಪ್ರಥಮ ವರ್ಷದ ವಿದ್ಯಾರ್ಥಿಗಳ ಸ್ವಾಗತ ಸಮಾರಂಭ "ಪ್ರಾರಂಭ ವಿದ್ಯಾರ್ಥಿಗಳಿಗೆ" ಉದ್ಘಾಟಿಸಿ ಮಾತನಾಡಿದರು. ರಾಜ್ಯದ ಗ್ರಾಮೀಣ ಪ್ರದೇಶಗಳಲ್ಲಿ ವೈದ್ಯರ ಕೊರತೆ ಇದ್ದು, ಅಲ್ಲಿ ಸೇವೆ ಸಲ್ಲಿಸಲು ವಿದ್ಯಾರ್ಥಿಗಳು ಮುಂದೆ ಬರಬೇಕು. ಬಡ ರೋಗಿಗಳ ಬಗ್ಗೆ ಮಾನವೀಯತೆಯಿಂದ ವರ್ತಿಸಬೇಕು. ಯುವಜನರು ಮಾದಕ ವಸ್ತುಗಳಿಂದ ದೂರವಿರಬೇಕು ಎಂದರು. ರಾಜ್ಯದಲ್ಲಿ 64 ಕಾಲೇಜುಗಳಿದ್ದು, ಈ ವರ್ಷ 3136.45 ಚದರ ಮೀಟರ್ ವಿಸ್ತೀರ್ಣದಲ್ಲಿ 1250 ಲಕ್ಷ ವೆಚ್ಚದಲ್ಲಿ ನಿರ್ಮಿಸಲಾಗುತ್ತಿರುವ ಹೊಸ ಕಟ್ಟಡ ಮತ್ತು 188 ಕೋಟಿ ವೆಚ್ಚದ ಸೂಪರ್ ಸ್ಪೆಷಾಲಿಟಿ ಆಸ್ಪತ್ರೆ ಕಾಮಗಾರಿ ಪ್ರಗತಿಯಲ್ಲಿದೆ. ದೇಶದಲ್ಲಿ ಜನಸಂಖ್ಯೆಗೆ ಅನುಗುಣವಾಗಿ ವೈದ್ಯರ ಸಂಖ್ಯೆ ಹೆಚ್ಚಿಸಬೇಕಿದೆ. ಹಲವಾರು ಹೊಸ ಆರೋಗ್ಯ ಕಾರ್ಯಕ್ರಮಗಳನ್ನು ಜಾರಿಗೊಳಿಸಲಾಗಿದೆ. ಗೋವಿಂದರಾಜನಗರ ವಿಧಾನಸಭಾ ಕ್ಷೇತ್ರದ ಶಾಸಕ ಪ್ರಿಯಕೃಷ್ಣ ಮಾತನಾಡಿ, ವಿದ್ಯಾರ್ಥಿಗಳು ಗ್ರಾಮೀಣ ಪ್ರದೇಶದ ಜನರ ಆರೋಗ್ಯ ಸೇವೆಗೆ ಆದ್ಯತೆ ನೀಡಬೇಕು ಎಂದರು. ಕಾರ್ಯಕ್ರಮದಲ್ಲಿ ಆಯುಷ್ ಇಲಾಖೆಯ ಆಯುಕ್ತರಾದ ಡಾ. ಮಹಾಲಿಂಗ ಎಸ್. ಸಚಿವರ ವೈದ್ಯಕೀಯ ಶಿಕ್ಷಣ ಸಲಹೆಗಾರರು, ವೈದ್ಯಕೀಯ ಮಹಾವಿದ್ಯಾಲಯದ ಡೀನ್, ವಿಭಾಗ ಮುಖ್ಯಸ್ಥರು, ಉಪನ್ಯಾಸಕರು, ವಿದ್ಯಾರ್ಥಿಗಳು ಉಪಸ್ಥಿತರಿದ್ದರು. [232,434,740,516]
banjara-headline: ಬಂಜಾರ ಸಾಹಿತ್ಯ, ಕಾವ್ಯ, ನಾಟಕ ರಚನಾ ವಸತಿ ತರಬೇತಿ [6,1141,373,1165]
brief-text: ಸುಮಾರು 18 ವರ್ಷದ ಕು. ಶರಣಮ್ಮ ಎಂಬ ಹುಡುಗಿ ಮಹಾಜನ ಕಾಲೇಜಿನಲ್ಲಿ ಪ್ರಥಮ ಪಿಯುಸಿ ವಿದ್ಯಾಭ್ಯಾಸ ಮಾಡುತ್ತಿದ್ದು, ಮಹಾಜನ ಲೇಡಿಸ್ ಹಾಸ್ಟೆಲ್ ನಲ್ಲಿರುತ್ತಾರೆ. ಇವರು ಜುಲೈ 05 ರಂದು ಕಾಣೆಯಾಗಿದ್ದು, ವಿ.ವಿ ಪುರಂ ಪೊಲೀಸ್ ಠಾಣೆಯಲ್ಲಿ ಪ್ರಕರಣ ದಾಖಲಾಗಿದೆ. ಕಾಣೆಯಾದ ಹುಡುಗಿಯ ಬಗ್ಗೆ ಮಾಹಿತಿ ಕಂಡು ಬಂದಲ್ಲಿ ವಿ.ವಿ. ಪುರಂ ಪೊಲೀಸ್ ಠಾಣೆಯ ದೂ.ಸಂ: 0821-2418314 ನ್ನು ಸಂಪರ್ಕಿಸಬಹುದು ಎಂದು ವಿ.ವಿ ಪುರಂ ಪೊಲೀಸ್ ಠಾಣೆಯ ಠಾಣಾಧಿಕಾರಿಗಳು ತಿಳಿಸಿದ್ದಾರೆ. [749,212,939,284]
article-text: ಜಿಲ್ಲಾ ಕಾನೂನು ಸೇವೆಗಳ ಪ್ರಾಧಿಕಾರ, ಸಿ.ಇ.ಎನ್ (ಸೈಬರ್ ಎಕನಾಮಿಕ್ ನಾರ್ಕೋಟಿಕ್) ಪೊಲೀಸ್ ಠಾಣೆ ಹಾಗೂ ಶ್ರೀ ಕ್ಷೇತ್ರ ಧರ್ಮಸ್ಥಳ ಗ್ರಾಮಾಭಿವೃದ್ಧಿ ಯೋಜನೆ ಇವರ ಸಂಯುಕ್ತಾಶ್ರಯದಲ್ಲಿ ಮಾದಕ ವಸ್ತುಗಳ ಸೇವನೆ ಮತ್ತು ಕಳ್ಳ ಸಾಗಾಣಿಕೆ ವಿರೋಧಿ ದಿನದ ಅಂಗವಾಗಿ ಜಾಗೃತಿ ಕಾರ್ಯಕ್ರಮ ಹಮ್ಮಿಕೊಳ್ಳಲಾಗಿತ್ತು. ಕಾರ್ಯಕ್ರಮದಲ್ಲಿ ಹಿರಿಯ ಸಿವಿಲ್ ನ್ಯಾಯಾಧೀಶರು ಹಾಗೂ ಜಿಲ್ಲಾ ಕಾನೂನು ಸೇವೆಗಳ ಪ್ರಾಧಿಕಾರದ ಸದಸ್ಯ ಕಾರ್ಯದರ್ಶಿ ಮಾತನಾಡಿ, ಮಾದಕ ವಸ್ತುಗಳ ಸೇವನೆಯಿಂದ ಆರೋಗ್ಯ ಹಾಳಾಗುವುದಲ್ಲದೆ ಕುಟುಂಬ ಮತ್ತು ಸಮಾಜದ ಮೇಲೆ ದುಷ್ಪರಿಣಾಮ ಬೀರುತ್ತದೆ. ಯುವಜನರು ಇಂತಹ ಚಟಗಳಿಗೆ ಬಲಿಯಾಗದೆ ಉತ್ತಮ ಜೀವನ ನಡೆಸಬೇಕು ಎಂದರು. ಸಿ.ಇ.ಎನ್ ಪೊಲೀಸ್ ಠಾಣೆಯ ಪೊಲೀಸ್ ಇನ್ಸ್‌ಪೆಕ್ಟರ್ ಮಾತನಾಡಿ, ಮಾದಕ ವಸ್ತುಗಳ ಮಾರಾಟ ಹಾಗೂ ಸೇವನೆ ಕಾನೂನು ರೀತ್ಯಾ ಅಪರಾಧವಾಗಿದ್ದು, ಇಂತಹ ಪ್ರಕರಣಗಳ ಬಗ್ಗೆ ಮಾಹಿತಿ ಇದ್ದಲ್ಲಿ ಪೊಲೀಸರಿಗೆ ತಿಳಿಸಬೇಕು ಎಂದರು. ವೇದಿಕೆಯಲ್ಲಿ ಯೋಜನಾಧಿಕಾರಿ, ಮೇಲ್ವಿಚಾರಕರು, ಸೇವಾಪ್ರತಿನಿಧಿಗಳು ಹಾಗೂ ಸಂಘದ ಸದಸ್ಯರು ಉಪಸ್ಥಿತರಿದ್ದರು. [420,956,736,1049]
brief-item [749,192,939,285]
exam-body [0,810,410,1126]
ad-web: Website : www.chikkabanavaratown.mrc.gov.in, Email: ka.chikkabanavara.tmc@gmail.com [750,1175,898,1190]
dateline: ರಾಮನಗರ: [420,956,448,965]
logo-sanje: ಸಂಜೆ [824,4,846,19]
brief-text: ಕರ್ನಾಟಕ ಸಾಹಿತ್ಯ ಅಕಾಡೆಮಿಯು ಪತ್ರಕರ್ತರಿಗೆ ಕನ್ನಡ ಸಾಹಿತ್ಯ ಎಂಬ ಹೆಸರಿನಲ್ಲಿ 3 ದಿನಗಳ ಅಧ್ಯಯನ ಶಿಬಿರವನ್ನು, ಆಗಸ್ಟ್ 3ನೇ ವಾರ ಅಥವಾ ಕೊನೆಯ ವಾರದಲ್ಲಿ ನಡೆಸಲು ಅರ್ಜಿಗಳನ್ನು ಆಹ್ವಾನಿಸಲಾಗಿದೆ. ಈ ಅಧ್ಯಯನ ಶಿಬಿರದಲ್ಲಿ ಆಸಕ್ತಿಯುಳ್ಳ 20 ರಿಂದ 40 ವರ್ಷ ವಯಸ್ಸಿನ ಈಗಾಗಲೇ ಪತ್ರಿಕೆಯಲ್ಲಿ ಕೆಲಸ ಮಾಡುತ್ತಿರುವವರು, ಪತ್ರಿಕೋದ್ಯಮ ಪದವಿ ಪಡೆದವರು ಹಾಗೂ ಆಸಕ್ತಿಯುಳ್ಳ ರಾಜ್ಯದ ಎಲ್ಲಾ ಭಾಗದ ಅಭ್ಯರ್ಥಿಗಳು ಅರ್ಜಿ ಸಲ್ಲಿಸಬಹುದು. ಅರ್ಜಿ ಸಲ್ಲಿಸಲು ಜುಲೈ 25 ಕೊನೆಯ ದಿನವಾಗಿದ್ದು, ಆಸಕ್ತ ಅಭ್ಯರ್ಥಿಗಳು ಕರ್ನಾಟಕ ಸಾಹಿತ್ಯ ಅಕಾಡೆಮಿಯ ಅಧಿಕೃತ ಜಾಲತಾಣ https://sahithyaacademy.karnataka.gov.in ನಲ್ಲಿ ಅರ್ಜಿ ನಮೂನೆ ಹಾಗೂ ವಿವರಗಳನ್ನು ಪಡೆದುಕೊಳ್ಳಬಹುದಾಗಿದೆ. [749,85,939,188]
meeting-photo [280,110,740,235]
brief-title: ಹುಡುಗಿ ಪತ್ತೆಗೆ ಮನವಿ [749,192,858,211]
ad-title: ಪುರಸಭೆ ಕಾರ್ಯಾಲಯ, ಚಿಕ್ಕಬಾಣಾವರ [711,1141,850,1154]
sun-palm-icon: ☀ [845,4,858,19]
